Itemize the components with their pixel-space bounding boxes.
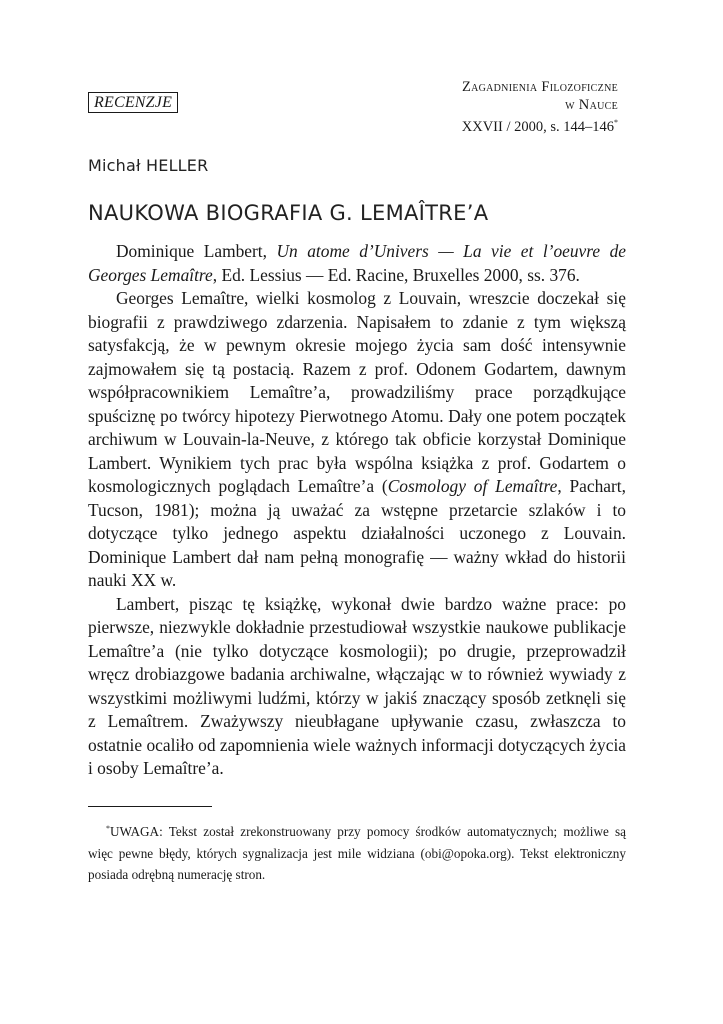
paragraph-lambert: Lambert, pisząc tę książkę, wykonał dwie bardzo ważne prace: po pierwsze, niezwykle dokładnie przestudiował wszystkie naukowe publikacje Lemaître’a (nie tylko dotyczące kosmologii); po drugie, przeprowadził wręcz drobiazgowe badania archiwalne, włączając w to również wywiady z wszystkimi możliwymi ludźmi, którzy w jakiś znaczący sposób zetknęli się z Lemaîtrem. Zważywszy nieubłagane upływanie czasu, zwłaszcza to ostatnie ocaliło od zapomnienia wiele ważnych informacji dotyczących życia i osoby Lemaître’a.	[88, 593, 626, 778]
citation-publisher: , Ed. Lessius — Ed. Racine, Bruxelles 2000, ss. 376.	[212, 264, 580, 285]
paragraph-intro-part2: , Pachart, Tucson, 1981); można ją uważać za wstępne przetarcie szlaków i to dotyczące tylko jednego aspektu działalności uczonego z Louvain. Dominique Lambert dał nam pełną monografię — ważny wkład do historii nauki XX w.	[88, 476, 626, 590]
paragraph-citation	[88, 240, 626, 287]
section-label: RECENZJE	[94, 94, 173, 111]
journal-name-line2: w Nauce	[565, 97, 618, 113]
footnote-divider	[88, 806, 212, 807]
citation-author: Dominique Lambert,	[116, 241, 277, 261]
footnote	[88, 818, 626, 886]
paragraph-intro-part1: Georges Lemaître, wielki kosmolog z Louvain, wreszcie doczekał się biografii z prawdziwego zdarzenia. Napisałem to zdanie z tym większą satysfakcją, że w pewnym okresie mojego życia sam dość intensywnie zajmowałem się tą postacią. Razem z prof. Odonem Godartem, dawnym współpracownikiem Lemaître’a, prowadziliśmy prace porządkujące spuściznę po twórcy hipotezy Pierwotnego Atomu. Dały one potem początek archiwum w Louvain-la-Neuve, z którego tak obficie korzystał Dominique Lambert. Wynikiem tych prac była wspólna książka z prof. Godartem o kosmologicznych poglądach Lemaître’a (	[88, 288, 626, 496]
citation-book-title: Un atome d’Univers — La vie et l’oeuvre de Georges Lemaître	[88, 241, 627, 285]
footnote-marker-header: *	[614, 118, 618, 127]
footnote-marker: *	[106, 824, 110, 833]
journal-header	[462, 78, 618, 136]
footnote-text: UWAGA: Tekst został zrekonstruowany przy pomocy środków automatycznych; możliwe są więc pewne błędy, których sygnalizacja jest mile widziana (obi@opoka.org). Tekst elektroniczny posiada odrębną numerację stron.	[88, 824, 626, 882]
cited-book-title: Cosmology of Lemaître	[387, 476, 558, 496]
section-label-box	[88, 92, 178, 113]
journal-name-line1: Zagadnienia Filozoficzne	[461, 79, 618, 95]
journal-issue-line	[462, 114, 618, 136]
article-body	[88, 240, 626, 781]
paragraph-intro	[88, 287, 626, 593]
article-title: NAUKOWA BIOGRAFIA G. LEMAÎTRE’A	[88, 201, 489, 225]
journal-volume-pages: XXVII / 2000, s. 144–146	[461, 119, 614, 135]
author-name: Michał HELLER	[88, 156, 209, 175]
journal-page	[88, 0, 626, 1024]
